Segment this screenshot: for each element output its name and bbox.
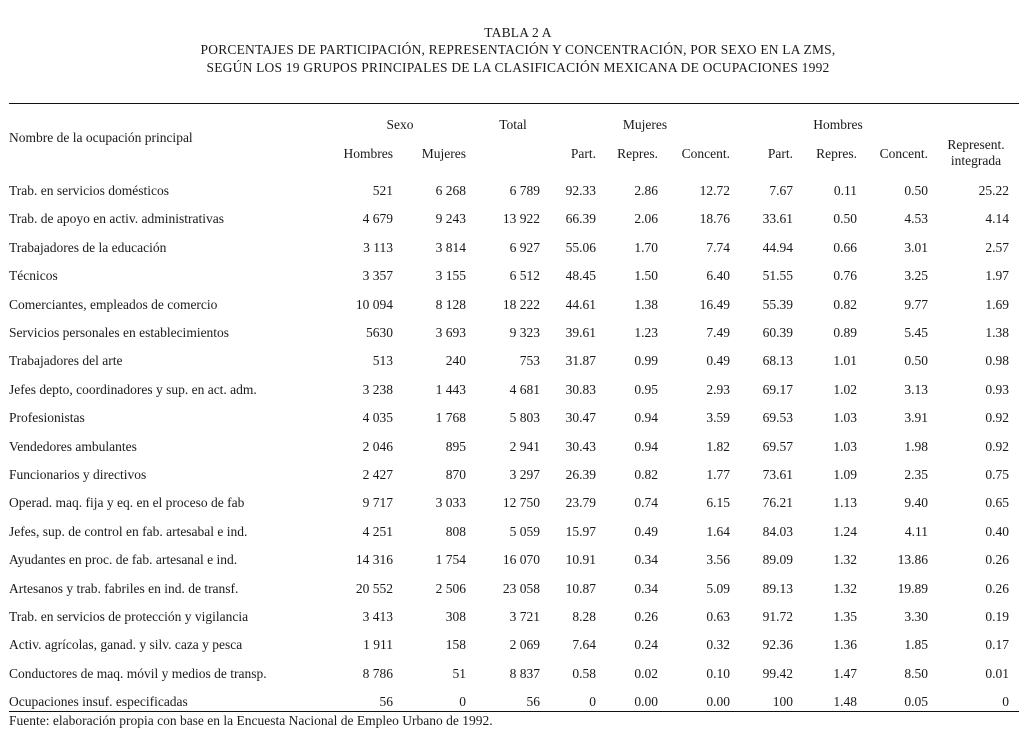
cell-hombres: 3 113 <box>363 240 393 255</box>
cell-mujeres-part: 23.79 <box>565 495 596 510</box>
cell-hombres-part: 100 <box>772 694 793 709</box>
cell-mujeres-concent: 3.56 <box>706 552 730 567</box>
cell-hombres: 10 094 <box>355 297 393 312</box>
cell-ocupacion: Técnicos <box>9 268 58 283</box>
cell-ocupacion: Operad. maq. fija y eq. en el proceso de fab <box>9 495 245 510</box>
cell-mujeres: 8 128 <box>435 297 466 312</box>
cell-hombres: 9 717 <box>362 495 393 510</box>
cell-mujeres-concent: 7.49 <box>706 325 730 340</box>
header-mujeres-repres: Repres. <box>617 146 658 161</box>
header-hombres: Hombres <box>343 146 393 161</box>
cell-hombres-part: 69.17 <box>762 382 793 397</box>
cell-mujeres-concent: 0.63 <box>706 609 730 624</box>
header-represent-1: Represent. <box>947 137 1005 152</box>
cell-mujeres-concent: 0.10 <box>706 666 730 681</box>
cell-total: 12 750 <box>502 495 540 510</box>
cell-hombres-concent: 4.53 <box>904 211 928 226</box>
cell-mujeres-part: 66.39 <box>565 211 596 226</box>
cell-ocupacion: Funcionarios y directivos <box>9 467 147 482</box>
cell-mujeres-repres: 0.34 <box>634 552 658 567</box>
cell-hombres-part: 73.61 <box>762 467 793 482</box>
header-hombres-group: Hombres <box>813 117 863 132</box>
cell-ocupacion: Jefes, sup. de control en fab. artesabal e ind. <box>9 524 248 539</box>
cell-total: 13 922 <box>502 211 540 226</box>
cell-hombres-part: 99.42 <box>762 666 793 681</box>
cell-represent-integrada: 0.26 <box>985 552 1009 567</box>
cell-hombres: 4 251 <box>362 524 393 539</box>
cell-hombres: 521 <box>372 183 393 198</box>
cell-mujeres-part: 48.45 <box>565 268 596 283</box>
cell-hombres-part: 7.67 <box>769 183 793 198</box>
cell-mujeres-part: 30.83 <box>565 382 596 397</box>
cell-hombres: 56 <box>379 694 393 709</box>
cell-mujeres-concent: 5.09 <box>706 581 730 596</box>
cell-hombres-repres: 0.50 <box>833 211 857 226</box>
cell-mujeres-part: 92.33 <box>565 183 596 198</box>
cell-hombres-part: 51.55 <box>762 268 793 283</box>
cell-mujeres-repres: 1.50 <box>634 268 658 283</box>
cell-hombres-repres: 1.32 <box>833 552 857 567</box>
cell-mujeres-part: 26.39 <box>565 467 596 482</box>
cell-hombres-repres: 0.11 <box>833 183 857 198</box>
cell-total: 3 297 <box>509 467 540 482</box>
cell-mujeres-part: 10.91 <box>565 552 596 567</box>
cell-mujeres-part: 0 <box>589 694 596 709</box>
cell-hombres-concent: 0.50 <box>904 353 928 368</box>
header-sexo: Sexo <box>386 117 414 132</box>
cell-mujeres-part: 10.87 <box>565 581 596 596</box>
cell-hombres-concent: 3.01 <box>904 240 928 255</box>
cell-hombres-concent: 0.05 <box>904 694 928 709</box>
cell-hombres-repres: 1.01 <box>833 353 857 368</box>
cell-hombres-concent: 3.30 <box>904 609 928 624</box>
cell-mujeres: 9 243 <box>435 211 466 226</box>
cell-represent-integrada: 0.17 <box>985 637 1009 652</box>
cell-ocupacion: Comerciantes, empleados de comercio <box>9 297 218 312</box>
cell-mujeres-part: 39.61 <box>565 325 596 340</box>
cell-hombres-concent: 1.98 <box>904 439 928 454</box>
cell-hombres-part: 55.39 <box>762 297 793 312</box>
cell-total: 5 803 <box>509 410 540 425</box>
cell-mujeres: 870 <box>445 467 466 482</box>
cell-hombres-repres: 0.76 <box>833 268 857 283</box>
cell-mujeres: 3 693 <box>435 325 466 340</box>
cell-hombres: 2 046 <box>362 439 393 454</box>
cell-hombres-repres: 0.82 <box>833 297 857 312</box>
bottom-rule <box>9 711 1019 712</box>
cell-ocupacion: Trabajadores de la educación <box>9 240 167 255</box>
cell-hombres-concent: 5.45 <box>904 325 928 340</box>
cell-hombres-concent: 1.85 <box>904 637 928 652</box>
cell-mujeres-concent: 3.59 <box>706 410 730 425</box>
table-subtitle-2: SEGÚN LOS 19 GRUPOS PRINCIPALES DE LA CLASIFICACIÓN MEXICANA DE OCUPACIONES 1992 <box>206 60 830 75</box>
cell-hombres-repres: 1.13 <box>833 495 857 510</box>
cell-hombres-repres: 1.09 <box>833 467 857 482</box>
cell-ocupacion: Trab. de apoyo en activ. administrativas <box>9 211 224 226</box>
cell-mujeres: 2 506 <box>435 581 466 596</box>
cell-mujeres-concent: 7.74 <box>706 240 730 255</box>
cell-hombres: 1 911 <box>363 637 393 652</box>
cell-hombres: 2 427 <box>362 467 393 482</box>
cell-mujeres-concent: 0.00 <box>706 694 730 709</box>
cell-represent-integrada: 25.22 <box>978 183 1009 198</box>
cell-represent-integrada: 0.65 <box>985 495 1009 510</box>
cell-ocupacion: Trabajadores del arte <box>9 353 123 368</box>
cell-mujeres-concent: 18.76 <box>699 211 730 226</box>
cell-hombres-concent: 4.11 <box>904 524 928 539</box>
cell-mujeres: 6 268 <box>435 183 466 198</box>
cell-hombres-part: 92.36 <box>762 637 793 652</box>
cell-mujeres-repres: 2.06 <box>634 211 658 226</box>
header-mujeres-group: Mujeres <box>622 117 668 132</box>
cell-represent-integrada: 0.26 <box>985 581 1009 596</box>
cell-total: 8 837 <box>509 666 540 681</box>
cell-hombres: 3 413 <box>362 609 393 624</box>
cell-mujeres-repres: 0.34 <box>634 581 658 596</box>
cell-hombres: 3 238 <box>362 382 393 397</box>
cell-represent-integrada: 1.38 <box>985 325 1009 340</box>
cell-hombres-repres: 1.03 <box>833 439 857 454</box>
cell-mujeres-concent: 16.49 <box>699 297 730 312</box>
cell-hombres-concent: 3.25 <box>904 268 928 283</box>
cell-mujeres-concent: 6.15 <box>706 495 730 510</box>
cell-mujeres-part: 0.58 <box>572 666 596 681</box>
cell-ocupacion: Jefes depto, coordinadores y sup. en act. adm. <box>9 382 257 397</box>
cell-hombres-part: 69.57 <box>762 439 793 454</box>
cell-hombres-concent: 9.40 <box>904 495 928 510</box>
cell-mujeres-repres: 0.49 <box>634 524 658 539</box>
cell-mujeres-part: 30.43 <box>565 439 596 454</box>
cell-represent-integrada: 4.14 <box>985 211 1009 226</box>
cell-hombres-concent: 13.86 <box>897 552 928 567</box>
source-note: Fuente: elaboración propia con base en la Encuesta Nacional de Empleo Urbano de 1992. <box>9 713 493 728</box>
cell-total: 6 512 <box>509 268 540 283</box>
cell-mujeres-part: 8.28 <box>572 609 596 624</box>
cell-represent-integrada: 2.57 <box>985 240 1009 255</box>
cell-total: 16 070 <box>502 552 540 567</box>
cell-total: 6 927 <box>509 240 540 255</box>
cell-mujeres: 1 754 <box>435 552 466 567</box>
cell-mujeres-concent: 0.49 <box>706 353 730 368</box>
cell-mujeres-concent: 1.82 <box>706 439 730 454</box>
cell-mujeres-concent: 0.32 <box>706 637 730 652</box>
cell-mujeres: 3 033 <box>435 495 466 510</box>
cell-hombres-part: 91.72 <box>762 609 793 624</box>
header-hombres-part: Part. <box>767 146 793 161</box>
cell-mujeres-part: 31.87 <box>565 353 596 368</box>
cell-hombres-repres: 1.35 <box>833 609 857 624</box>
cell-ocupacion: Artesanos y trab. fabriles en ind. de transf. <box>9 581 239 596</box>
cell-total: 56 <box>526 694 540 709</box>
header-mujeres-part: Part. <box>570 146 596 161</box>
cell-mujeres-concent: 2.93 <box>706 382 730 397</box>
cell-hombres-part: 69.53 <box>762 410 793 425</box>
cell-mujeres-repres: 2.86 <box>634 183 658 198</box>
cell-hombres-part: 84.03 <box>762 524 793 539</box>
cell-represent-integrada: 0.92 <box>985 410 1009 425</box>
cell-hombres-part: 89.09 <box>762 552 793 567</box>
cell-mujeres-part: 55.06 <box>565 240 596 255</box>
cell-mujeres-repres: 0.99 <box>634 353 658 368</box>
header-hombres-concent: Concent. <box>879 146 928 161</box>
cell-hombres-part: 76.21 <box>762 495 793 510</box>
cell-hombres-concent: 3.13 <box>904 382 928 397</box>
cell-represent-integrada: 0.19 <box>985 609 1009 624</box>
cell-hombres-concent: 8.50 <box>904 666 928 681</box>
cell-total: 6 789 <box>509 183 540 198</box>
cell-mujeres-part: 44.61 <box>565 297 596 312</box>
cell-represent-integrada: 0.92 <box>985 439 1009 454</box>
cell-mujeres: 3 155 <box>435 268 466 283</box>
cell-hombres-concent: 9.77 <box>904 297 928 312</box>
cell-mujeres-repres: 1.70 <box>634 240 658 255</box>
cell-mujeres: 808 <box>445 524 466 539</box>
cell-total: 2 941 <box>509 439 540 454</box>
cell-mujeres-repres: 0.94 <box>634 439 658 454</box>
cell-hombres-part: 44.94 <box>762 240 793 255</box>
cell-hombres-repres: 0.66 <box>833 240 857 255</box>
cell-total: 5 059 <box>509 524 540 539</box>
cell-represent-integrada: 1.69 <box>985 297 1009 312</box>
cell-hombres-concent: 3.91 <box>904 410 928 425</box>
cell-mujeres-repres: 0.94 <box>634 410 658 425</box>
cell-mujeres: 158 <box>445 637 466 652</box>
cell-mujeres-concent: 1.77 <box>706 467 730 482</box>
cell-ocupacion: Conductores de maq. móvil y medios de transp. <box>9 666 267 681</box>
cell-total: 753 <box>519 353 540 368</box>
cell-mujeres-repres: 0.95 <box>634 382 658 397</box>
cell-hombres: 8 786 <box>362 666 393 681</box>
cell-mujeres-part: 30.47 <box>565 410 596 425</box>
cell-hombres-repres: 1.24 <box>833 524 857 539</box>
cell-hombres-repres: 1.03 <box>833 410 857 425</box>
cell-hombres-repres: 1.32 <box>833 581 857 596</box>
header-name-col: Nombre de la ocupación principal <box>9 130 193 145</box>
cell-total: 2 069 <box>509 637 540 652</box>
cell-total: 23 058 <box>502 581 540 596</box>
header-mujeres: Mujeres <box>421 146 466 161</box>
cell-hombres: 4 679 <box>362 211 393 226</box>
cell-mujeres-repres: 0.02 <box>634 666 658 681</box>
cell-represent-integrada: 0.40 <box>985 524 1009 539</box>
header-total: Total <box>499 117 527 132</box>
cell-mujeres: 308 <box>445 609 466 624</box>
cell-hombres-repres: 0.89 <box>833 325 857 340</box>
cell-hombres: 4 035 <box>362 410 393 425</box>
cell-mujeres-repres: 0.26 <box>634 609 658 624</box>
cell-hombres-concent: 2.35 <box>904 467 928 482</box>
cell-mujeres: 1 443 <box>435 382 466 397</box>
cell-mujeres: 3 814 <box>435 240 466 255</box>
cell-mujeres-repres: 1.38 <box>634 297 658 312</box>
cell-mujeres-repres: 0.82 <box>634 467 658 482</box>
cell-hombres: 5630 <box>366 325 393 340</box>
cell-ocupacion: Profesionistas <box>9 410 85 425</box>
cell-hombres-repres: 1.48 <box>833 694 857 709</box>
cell-hombres-part: 89.13 <box>762 581 793 596</box>
cell-mujeres-repres: 0.74 <box>634 495 658 510</box>
cell-mujeres-repres: 1.23 <box>634 325 658 340</box>
cell-total: 9 323 <box>509 325 540 340</box>
cell-represent-integrada: 0 <box>1002 694 1009 709</box>
cell-mujeres: 51 <box>452 666 466 681</box>
header-hombres-repres: Repres. <box>816 146 857 161</box>
cell-mujeres-repres: 0.00 <box>634 694 658 709</box>
header-mujeres-concent: Concent. <box>681 146 730 161</box>
cell-represent-integrada: 0.01 <box>985 666 1009 681</box>
table-title: TABLA 2 A <box>484 25 552 40</box>
cell-hombres-part: 60.39 <box>762 325 793 340</box>
cell-hombres: 513 <box>372 353 393 368</box>
cell-mujeres: 1 768 <box>435 410 466 425</box>
cell-hombres-repres: 1.36 <box>833 637 857 652</box>
cell-represent-integrada: 0.98 <box>985 353 1009 368</box>
cell-represent-integrada: 0.75 <box>985 467 1009 482</box>
cell-mujeres-part: 15.97 <box>565 524 596 539</box>
cell-mujeres-part: 7.64 <box>572 637 596 652</box>
cell-hombres: 20 552 <box>355 581 393 596</box>
cell-hombres: 3 357 <box>362 268 393 283</box>
table-subtitle-1: PORCENTAJES DE PARTICIPACIÓN, REPRESENTACIÓN Y CONCENTRACIÓN, POR SEXO EN LA ZMS, <box>200 42 836 57</box>
cell-ocupacion: Activ. agrícolas, ganad. y silv. caza y pesca <box>9 637 243 652</box>
cell-ocupacion: Trab. en servicios domésticos <box>9 183 169 198</box>
cell-ocupacion: Servicios personales en establecimientos <box>9 325 230 340</box>
cell-ocupacion: Ocupaciones insuf. especificadas <box>9 694 188 709</box>
header-represent-2: integrada <box>950 153 1002 168</box>
cell-hombres-repres: 1.02 <box>833 382 857 397</box>
cell-hombres-part: 33.61 <box>762 211 793 226</box>
cell-total: 3 721 <box>509 609 540 624</box>
cell-mujeres-concent: 12.72 <box>699 183 730 198</box>
cell-mujeres: 0 <box>459 694 466 709</box>
cell-mujeres: 895 <box>445 439 466 454</box>
cell-ocupacion: Ayudantes en proc. de fab. artesanal e ind. <box>9 552 238 567</box>
cell-hombres-concent: 19.89 <box>897 581 928 596</box>
cell-hombres-part: 68.13 <box>762 353 793 368</box>
cell-total: 4 681 <box>509 382 540 397</box>
cell-hombres-repres: 1.47 <box>833 666 857 681</box>
cell-mujeres: 240 <box>445 353 466 368</box>
cell-mujeres-concent: 6.40 <box>706 268 730 283</box>
cell-mujeres-repres: 0.24 <box>634 637 658 652</box>
cell-mujeres-concent: 1.64 <box>706 524 730 539</box>
cell-represent-integrada: 0.93 <box>985 382 1009 397</box>
cell-ocupacion: Vendedores ambulantes <box>9 439 137 454</box>
cell-represent-integrada: 1.97 <box>985 268 1009 283</box>
cell-hombres-concent: 0.50 <box>904 183 928 198</box>
cell-total: 18 222 <box>502 297 540 312</box>
cell-hombres: 14 316 <box>355 552 393 567</box>
cell-ocupacion: Trab. en servicios de protección y vigilancia <box>9 609 249 624</box>
top-rule <box>9 103 1019 104</box>
